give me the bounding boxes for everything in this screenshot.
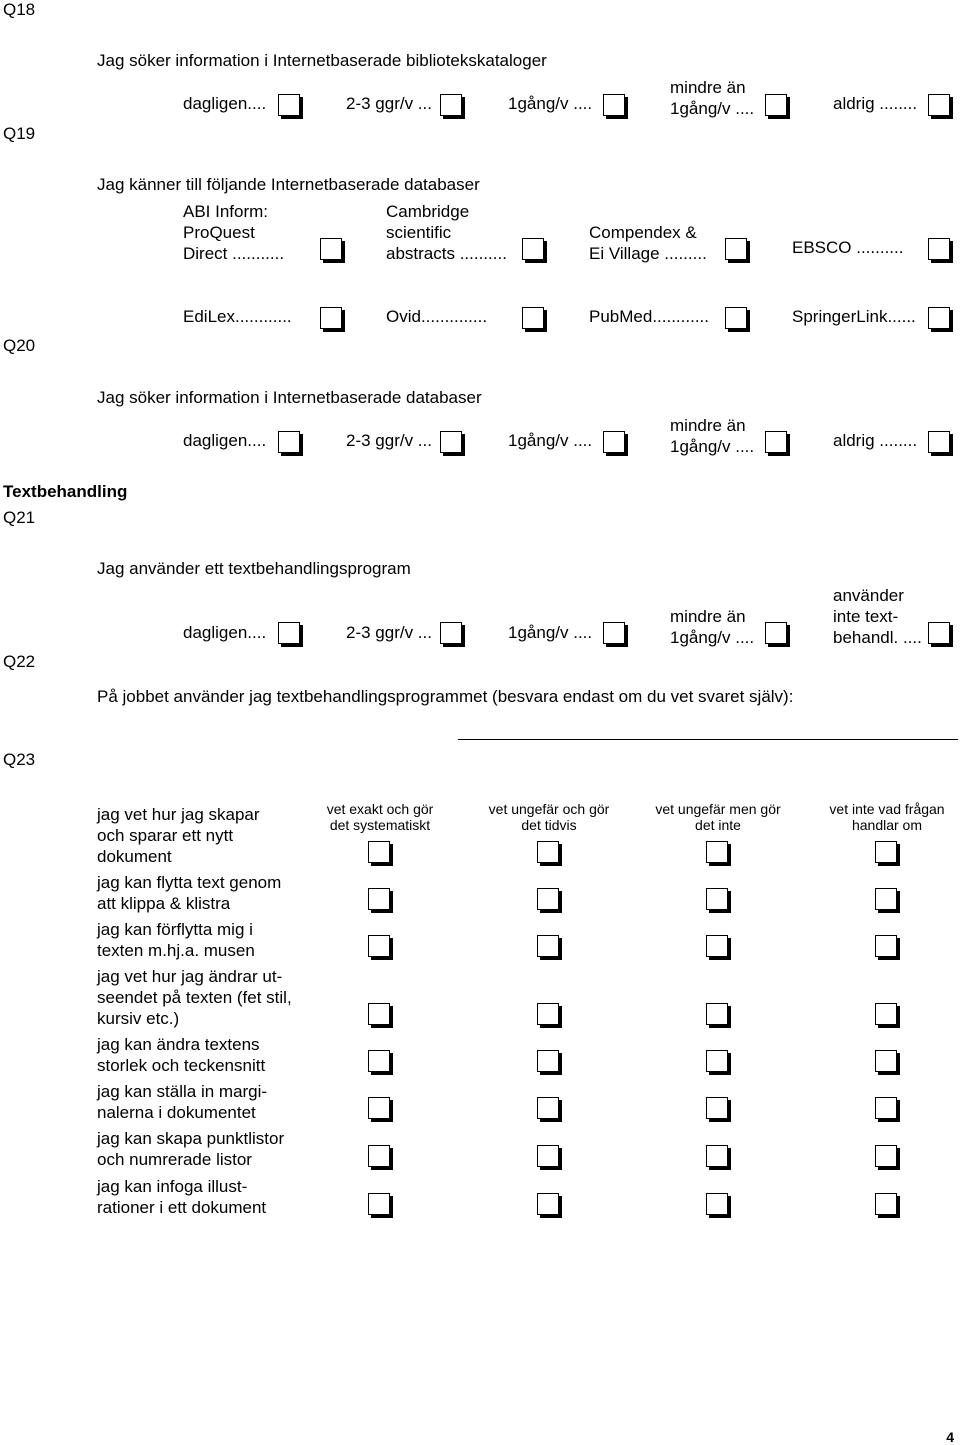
q22-checkbox-1[interactable] [278,622,300,644]
scale-header-2: vet ungefär och gör det tidvis [488,801,610,833]
q23-item-2: jag kan flytta text genom att klippa & klistra [97,873,282,913]
q20-checkbox-pubmed[interactable] [725,307,747,329]
q23-item-4-checkbox-4[interactable] [875,1003,897,1025]
q23-item-1-checkbox-1[interactable] [368,841,390,863]
q18-label: Q18 [3,0,36,19]
q21-opt-1: dagligen.... [183,431,267,450]
q23-item-2-checkbox-2[interactable] [537,888,559,910]
q23-item-1: jag vet hur jag skapar och sparar ett nytt dokument [97,805,260,866]
q23-item-8-checkbox-3[interactable] [706,1193,728,1215]
q23-item-4: jag vet hur jag ändrar ut- seendet på texten (fet stil, kursiv etc.) [97,967,292,1028]
q19-opt-1: dagligen.... [183,94,267,113]
q21-label: Q21 [3,508,36,527]
q20-db-ebsco: EBSCO .......... [792,238,904,257]
q23-label: Q23 [3,750,36,769]
q23-item-6-checkbox-3[interactable] [706,1097,728,1119]
q23-item-2-checkbox-1[interactable] [368,888,390,910]
q23-item-7-checkbox-4[interactable] [875,1145,897,1167]
q23-item-6: jag kan ställa in margi- nalerna i dokumentet [97,1082,268,1122]
q23-item-3-checkbox-2[interactable] [537,935,559,957]
q22-opt-4: mindre än 1gång/v .... [670,607,755,647]
q21-checkbox-3[interactable] [603,431,625,453]
q23-item-7: jag kan skapa punktlistor och numrerade listor [97,1129,285,1169]
q20-db-edilex: EdiLex............ [183,307,292,326]
scale-header-3: vet ungefär men gör det inte [655,801,781,833]
q21-checkbox-4[interactable] [765,431,787,453]
q20-checkbox-abi[interactable] [320,238,342,260]
q23-item-8: jag kan infoga illust- rationer i ett dokument [97,1177,267,1217]
q19-opt-3: 1gång/v .... [508,94,593,113]
q23-item-5-checkbox-3[interactable] [706,1050,728,1072]
q20-checkbox-compendex[interactable] [725,238,747,260]
q21-checkbox-1[interactable] [278,431,300,453]
q22-label: Q22 [3,652,36,671]
q23-item-4-checkbox-2[interactable] [537,1003,559,1025]
q19-checkbox-2[interactable] [440,94,462,116]
q19-opt-5: aldrig ........ [833,94,918,113]
q19-checkbox-4[interactable] [765,94,787,116]
q23-item-3-checkbox-1[interactable] [368,935,390,957]
q23-item-6-checkbox-1[interactable] [368,1097,390,1119]
q22-checkbox-3[interactable] [603,622,625,644]
q23-answer-line[interactable] [458,739,958,740]
q21-opt-5: aldrig ........ [833,431,918,450]
scale-header-1: vet exakt och gör det systematiskt [326,801,434,833]
q23-item-3-checkbox-3[interactable] [706,935,728,957]
q19-question: Jag söker information i Internetbaserade bibliotekskataloger [97,51,547,70]
q23-item-3-checkbox-4[interactable] [875,935,897,957]
q21-opt-4: mindre än 1gång/v .... [670,416,755,456]
q22-opt-1: dagligen.... [183,623,267,642]
q21-checkbox-5[interactable] [928,431,950,453]
q23-item-4-checkbox-1[interactable] [368,1003,390,1025]
scale-header-4: vet inte vad frågan handlar om [829,801,945,833]
q20-checkbox-ovid[interactable] [522,307,544,329]
q23-item-6-checkbox-2[interactable] [537,1097,559,1119]
q20-checkbox-edilex[interactable] [320,307,342,329]
q19-label: Q19 [3,124,36,143]
q23-item-5: jag kan ändra textens storlek och teckensnitt [97,1035,266,1075]
q19-checkbox-3[interactable] [603,94,625,116]
q22-opt-3: 1gång/v .... [508,623,593,642]
q23-item-1-checkbox-3[interactable] [706,841,728,863]
section-title: Textbehandling [3,482,128,501]
q19-checkbox-1[interactable] [278,94,300,116]
page-number: 4 [946,1429,954,1445]
q23-item-5-checkbox-4[interactable] [875,1050,897,1072]
q23-item-7-checkbox-3[interactable] [706,1145,728,1167]
q21-checkbox-2[interactable] [440,431,462,453]
q20-question: Jag känner till följande Internetbaserade databaser [97,175,480,194]
q20-checkbox-cambridge[interactable] [522,238,544,260]
q20-db-compendex: Compendex & Ei Village ......... [589,223,707,263]
q19-checkbox-5[interactable] [928,94,950,116]
q23-item-4-checkbox-3[interactable] [706,1003,728,1025]
q21-question: Jag söker information i Internetbaserade databaser [97,388,482,407]
q20-checkbox-ebsco[interactable] [928,238,950,260]
q23-item-8-checkbox-4[interactable] [875,1193,897,1215]
q23-item-2-checkbox-3[interactable] [706,888,728,910]
q23-item-6-checkbox-4[interactable] [875,1097,897,1119]
q22-question: Jag använder ett textbehandlingsprogram [97,559,411,578]
q23-item-8-checkbox-2[interactable] [537,1193,559,1215]
q23-item-5-checkbox-2[interactable] [537,1050,559,1072]
q19-opt-4: mindre än 1gång/v .... [670,78,755,118]
q23-item-3: jag kan förflytta mig i texten m.hj.a. musen [97,920,255,960]
q20-db-abi: ABI Inform: ProQuest Direct ........... [183,202,285,263]
q20-db-cambridge: Cambridge scientific abstracts .......... [386,202,507,263]
q22-checkbox-5[interactable] [928,622,950,644]
q22-checkbox-2[interactable] [440,622,462,644]
q23-item-7-checkbox-2[interactable] [537,1145,559,1167]
q22-checkbox-4[interactable] [765,622,787,644]
q20-label: Q20 [3,336,36,355]
q20-db-pubmed: PubMed............ [589,307,709,326]
q23-item-7-checkbox-1[interactable] [368,1145,390,1167]
q22-opt-2: 2-3 ggr/v ... [346,623,432,642]
q20-db-ovid: Ovid.............. [386,307,488,326]
q23-item-1-checkbox-2[interactable] [537,841,559,863]
q23-item-1-checkbox-4[interactable] [875,841,897,863]
q23-item-2-checkbox-4[interactable] [875,888,897,910]
q21-opt-2: 2-3 ggr/v ... [346,431,432,450]
q23-item-5-checkbox-1[interactable] [368,1050,390,1072]
q20-checkbox-springerlink[interactable] [928,307,950,329]
q22-opt-5: använder inte text- behandl. .... [833,586,922,647]
q23-item-8-checkbox-1[interactable] [368,1193,390,1215]
q21-opt-3: 1gång/v .... [508,431,593,450]
q19-opt-2: 2-3 ggr/v ... [346,94,432,113]
q20-db-springerlink: SpringerLink...... [792,307,916,326]
q23-question: På jobbet använder jag textbehandlingsprogrammet (besvara endast om du vet svaret själv): [97,687,794,706]
